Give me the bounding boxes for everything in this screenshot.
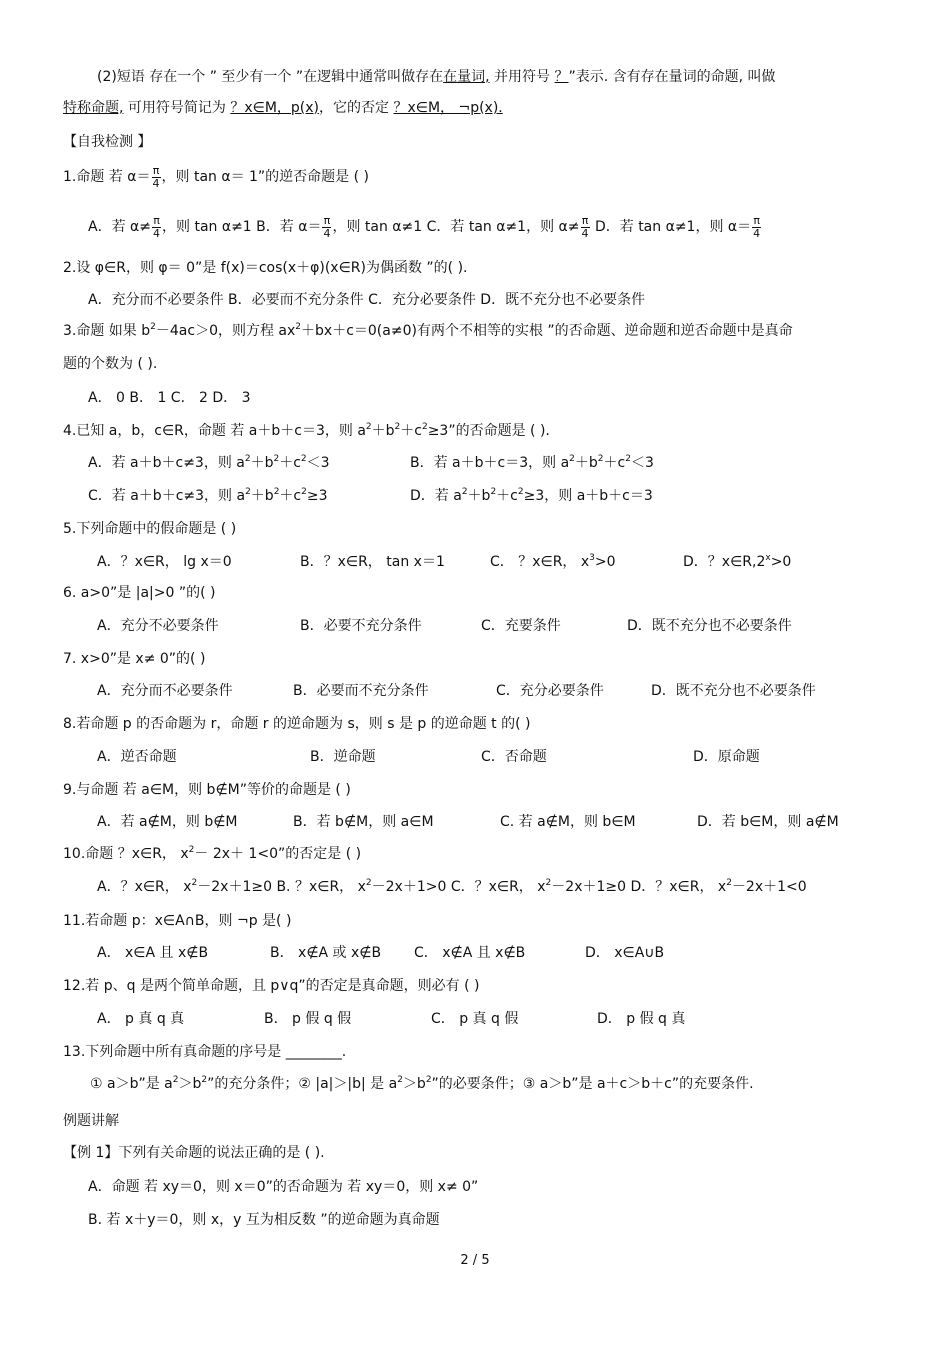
- superscript: 2: [245, 487, 251, 497]
- superscript: 2: [273, 454, 280, 464]
- q1-stem-text: 1.命题 若 α＝: [63, 169, 151, 185]
- question-3-options: A． 0 B． 1 C． 2 D． 3: [88, 390, 251, 406]
- question-5-option-d: [683, 551, 791, 573]
- section-examples: 例题讲解: [63, 1113, 119, 1129]
- q1-opt-text: A．若 α≠: [88, 219, 151, 235]
- q13-text: ”的必要条件；③ a＞b”是 a＋c＞b＋c”的充要条件.: [431, 1076, 754, 1092]
- question-12-option-b: B． p 假 q 假: [264, 1011, 352, 1027]
- intro-line-2: [63, 98, 503, 118]
- q10-opt: －2x＋1<0: [731, 879, 807, 895]
- question-5-option-c: [490, 551, 616, 573]
- question-3-stem: [63, 320, 793, 342]
- question-11-option-c: C． x∉A 且 x∉B: [414, 945, 526, 961]
- superscript: 2: [273, 487, 280, 497]
- fraction-pi-over-4: [581, 215, 590, 240]
- question-9-option-c: C. 若 a∉M，则 b∈M: [500, 814, 636, 830]
- superscript: 2: [201, 1075, 208, 1085]
- q4-opt: ≥3，则 a＋b＋c＝3: [523, 488, 653, 504]
- question-12-option-c: C． p 真 q 假: [431, 1011, 519, 1027]
- q4-opt: ＋c: [279, 455, 301, 471]
- intro-underline: ？x∈M， ¬p(x).: [393, 100, 503, 116]
- superscript: 2: [517, 487, 524, 497]
- frac-den: 4: [152, 176, 160, 190]
- q4-opt: ＋b: [250, 455, 274, 471]
- question-4-option-b: [410, 452, 654, 474]
- q10-text: － 2x＋ 1<0”的否定是 ( ): [194, 846, 362, 862]
- question-6-stem: 6. a>0”是 |a|>0 ”的( ): [63, 585, 216, 601]
- question-11-option-a: A． x∈A 且 x∉B: [97, 945, 209, 961]
- question-7-option-b: B．必要而不充分条件: [293, 683, 429, 699]
- question-4-stem: [63, 420, 550, 442]
- question-1-stem: [63, 162, 369, 192]
- question-2-stem: 2.设 φ∈R，则 φ＝ 0”是 f(x)＝cos(x＋φ)(x∈R)为偶函数 ”的( ).: [63, 260, 468, 276]
- fraction-pi-over-4: [152, 165, 161, 190]
- q4-text: ＋b: [371, 423, 395, 439]
- superscript: 2: [597, 454, 604, 464]
- q3-text: 3.命题 如果 b: [63, 323, 151, 339]
- superscript: 2: [461, 487, 468, 497]
- q4-opt: ＋c: [279, 488, 302, 504]
- superscript: 2: [569, 454, 575, 464]
- q4-opt: ＜3: [630, 455, 654, 471]
- q3-text: －4ac＞0，则方程 ax: [155, 323, 296, 339]
- superscript: 2: [244, 454, 251, 464]
- question-10-options: [97, 876, 807, 898]
- question-7-stem: 7. x>0”是 x≠ 0”的( ): [63, 651, 206, 667]
- intro-underline: 特称命题,: [63, 100, 124, 116]
- superscript: x: [765, 553, 771, 563]
- superscript: 2: [365, 878, 372, 888]
- question-8-option-b: B．逆命题: [310, 749, 376, 765]
- intro-underline: ？x∈M，p(x): [230, 100, 320, 116]
- q4-opt: ＜3: [306, 455, 330, 471]
- example-1-option-b: B. 若 x＋y＝0，则 x，y 互为相反数 ”的逆命题为真命题: [88, 1212, 440, 1228]
- intro-text: (2)短语 存在一个 ” 至少有一个 ”在逻辑中通常叫做存在: [97, 69, 444, 85]
- frac-den: 4: [581, 226, 589, 240]
- q1-opt-text: D．若 tan α≠1，则 α＝: [590, 219, 752, 235]
- q4-opt: A．若 a＋b＋c≠3，则 a: [88, 455, 245, 471]
- question-4-option-c: [88, 485, 328, 507]
- superscript: 3: [589, 553, 595, 563]
- q4-opt: ＋c: [603, 455, 626, 471]
- question-7-option-a: A．充分而不必要条件: [97, 683, 233, 699]
- q13-text: ＞b: [178, 1076, 202, 1092]
- question-7-option-d: D．既不充分也不必要条件: [651, 683, 816, 699]
- question-6-option-a: A．充分不必要条件: [97, 618, 219, 634]
- question-6-option-c: C．充要条件: [481, 618, 561, 634]
- q10-opt: －2x＋1≥0 D．？x∈R， x: [551, 879, 727, 895]
- superscript: 2: [295, 322, 302, 332]
- superscript: 2: [421, 422, 428, 432]
- q5-opt: >0: [594, 554, 616, 570]
- q13-text: ① a＞b”是 a: [90, 1076, 173, 1092]
- intro-symbol: ？: [554, 69, 569, 85]
- superscript: 2: [172, 1075, 179, 1085]
- question-12-option-d: D． p 假 q 真: [597, 1011, 686, 1027]
- superscript: 2: [188, 845, 195, 855]
- question-6-option-b: B．必要不充分条件: [300, 618, 422, 634]
- q4-opt: ＋c: [496, 488, 518, 504]
- frac-num: π: [153, 213, 160, 227]
- example-1-stem: 【例 1】下列有关命题的说法正确的是 ( ).: [63, 1145, 325, 1161]
- example-1-option-a: A．命题 若 xy＝0，则 x＝0”的否命题为 若 xy＝0，则 x≠ 0”: [88, 1179, 479, 1195]
- q13-text: ”的充分条件；② |a|＞|b| 是 a: [207, 1076, 398, 1092]
- section-self-check: 【自我检测 】: [63, 134, 152, 150]
- intro-text: ，它的否定: [319, 100, 394, 116]
- fraction-pi-over-4: [322, 215, 331, 240]
- superscript: 2: [301, 487, 307, 497]
- question-3-stem-2: 题的个数为 ( ).: [63, 356, 158, 372]
- q4-opt: B．若 a＋b＋c＝3，则 a: [410, 455, 570, 471]
- q10-opt: －2x＋1≥0 B. ？x∈R， x: [197, 879, 366, 895]
- q10-text: 10.命题 ？x∈R， x: [63, 846, 189, 862]
- intro-line-1: [97, 67, 776, 87]
- q4-opt: C．若 a＋b＋c≠3，则 a: [88, 488, 246, 504]
- question-8-option-d: D．原命题: [693, 749, 760, 765]
- question-5-option-b: B．？x∈R， tan x＝1: [300, 554, 445, 570]
- question-11-option-b: B． x∉A 或 x∉B: [270, 945, 382, 961]
- superscript: 2: [545, 878, 552, 888]
- frac-num: π: [581, 213, 589, 227]
- q4-opt: D．若 a: [410, 488, 462, 504]
- question-5-stem: 5.下列命题中的假命题是 ( ): [63, 521, 237, 537]
- superscript: 2: [191, 878, 198, 888]
- fraction-pi-over-4: [752, 215, 761, 240]
- q4-opt: ≥3: [306, 488, 328, 504]
- q13-text: ＞b: [402, 1076, 426, 1092]
- question-6-option-d: D．既不充分也不必要条件: [627, 618, 792, 634]
- q5-opt: C． ？x∈R， x: [490, 554, 590, 570]
- intro-underline: 在量词,: [443, 69, 490, 85]
- superscript: 2: [726, 878, 732, 888]
- q4-opt: ＋b: [250, 488, 274, 504]
- question-9-option-a: A．若 a∉M，则 b∉M: [97, 814, 238, 830]
- frac-den: 4: [323, 226, 331, 240]
- q5-opt: D．？x∈R,2: [683, 554, 766, 570]
- question-12-stem: 12.若 p、q 是两个简单命题，且 p∨q”的否定是真命题，则必有 ( ): [63, 978, 480, 994]
- frac-num: π: [152, 163, 160, 177]
- q3-text: ＋bx＋c＝0(a≠0)有两个不相等的实根 ”的否命题、逆命题和逆否命题中是真命: [301, 323, 793, 339]
- q4-text: 4.已知 a，b，c∈R，命题 若 a＋b＋c＝3，则 a: [63, 423, 366, 439]
- q4-opt: ＋b: [467, 488, 491, 504]
- fraction-pi-over-4: [152, 215, 161, 240]
- question-13-stem: 13.下列命题中所有真命题的序号是 ________.: [63, 1044, 347, 1060]
- superscript: 2: [300, 454, 307, 464]
- q1-opt-text: ，则 tan α≠1 C．若 tan α≠1，则 α≠: [332, 219, 580, 235]
- question-4-option-a: [88, 452, 330, 474]
- superscript: 2: [365, 422, 372, 432]
- q4-opt: ＋b: [574, 455, 598, 471]
- intro-text: 可用符号简记为: [123, 100, 231, 116]
- question-9-stem: 9.与命题 若 a∈M，则 b∉M”等价的命题是 ( ): [63, 782, 351, 798]
- superscript: 2: [625, 454, 631, 464]
- question-8-option-a: A．逆否命题: [97, 749, 177, 765]
- question-4-option-d: [410, 485, 653, 507]
- frac-num: π: [753, 213, 760, 227]
- frac-num: π: [323, 213, 331, 227]
- question-11-stem: 11.若命题 p：x∈A∩B，则 ¬p 是( ): [63, 913, 292, 929]
- q10-opt: A．？x∈R， x: [97, 879, 192, 895]
- question-8-stem: 8.若命题 p 的否命题为 r，命题 r 的逆命题为 s，则 s 是 p 的逆命题 t 的( ): [63, 716, 531, 732]
- question-8-option-c: C．否命题: [481, 749, 547, 765]
- question-10-stem: [63, 843, 361, 865]
- question-11-option-d: D． x∈A∪B: [585, 945, 665, 961]
- frac-den: 4: [753, 226, 761, 240]
- superscript: 2: [394, 422, 401, 432]
- q1-stem-text: ，则 tan α＝ 1”的逆否命题是 ( ): [161, 169, 370, 185]
- question-9-option-d: D．若 b∈M，则 a∉M: [697, 814, 839, 830]
- frac-den: 4: [153, 226, 160, 240]
- intro-text: 并用符号: [489, 69, 555, 85]
- question-12-option-a: A． p 真 q 真: [97, 1011, 185, 1027]
- superscript: 2: [397, 1075, 403, 1085]
- q4-text: ＋c: [400, 423, 422, 439]
- question-9-option-b: B．若 b∉M，则 a∈M: [293, 814, 434, 830]
- q10-opt: －2x＋1>0 C．？x∈R， x: [371, 879, 546, 895]
- question-7-option-c: C．充分必要条件: [496, 683, 604, 699]
- q4-text: ≥3”的否命题是 ( ).: [427, 423, 550, 439]
- question-2-options: A．充分而不必要条件 B．必要而不充分条件 C．充分必要条件 D．既不充分也不必要条件: [88, 292, 646, 308]
- superscript: 2: [425, 1075, 432, 1085]
- question-1-options: [88, 212, 762, 242]
- q1-opt-text: ，则 tan α≠1 B．若 α＝: [162, 219, 322, 235]
- page-number: 2 / 5: [460, 1253, 490, 1268]
- question-13-items: [90, 1073, 754, 1095]
- question-5-option-a: A．？x∈R， lg x＝0: [97, 554, 232, 570]
- superscript: 2: [490, 487, 497, 497]
- intro-text: ”表示. 含有存在量词的命题, 叫做: [568, 69, 776, 85]
- q5-opt: >0: [770, 554, 792, 570]
- superscript: 2: [150, 322, 156, 332]
